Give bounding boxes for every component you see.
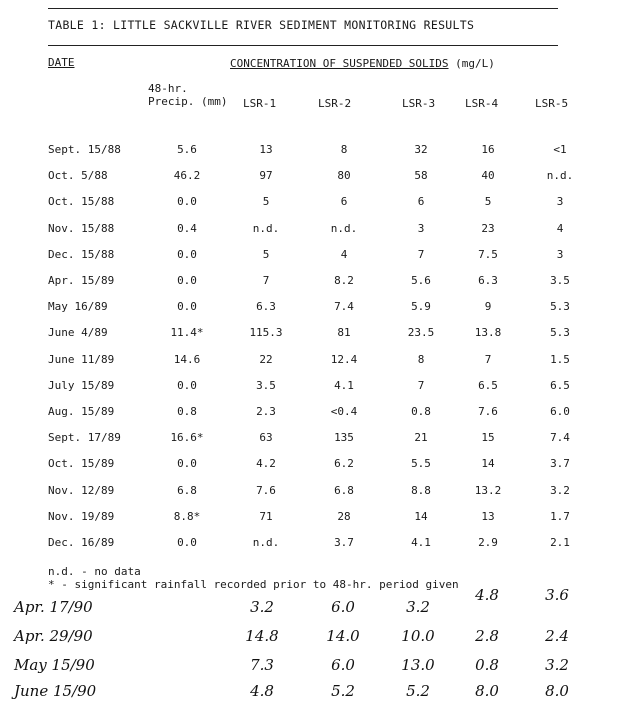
cell-lsr-3: 14	[414, 509, 428, 523]
cell-lsr-5: 5.3	[550, 326, 570, 340]
cell-lsr-4: 15	[481, 431, 495, 445]
row-precip: 11.4*	[170, 326, 204, 340]
date-column-header: DATE	[48, 56, 75, 69]
table-row	[0, 353, 638, 369]
cell-lsr-5: n.d.	[546, 169, 574, 183]
cell-lsr-4: 6.3	[478, 274, 498, 287]
cell-lsr-5: 3	[556, 247, 564, 261]
row-date: Oct. 15/89	[48, 457, 115, 471]
cell-lsr-4: 13.8	[474, 326, 502, 340]
row-precip: 0.0	[177, 536, 197, 549]
cell-lsr-4: 16	[481, 143, 495, 156]
cell-lsr-3: 7	[417, 247, 425, 261]
cell-lsr-2: 4	[340, 247, 348, 261]
row-date: Oct. 5/88	[48, 169, 108, 183]
cell-lsr-1: 115.3	[249, 326, 283, 340]
row-date: Apr. 15/89	[48, 274, 115, 287]
note-nd: n.d. - no data	[48, 565, 141, 578]
table-row	[0, 169, 638, 185]
cell-lsr-5: 3.2	[550, 483, 570, 497]
cell-lsr-4: 14	[481, 457, 495, 471]
cell-lsr-5: 5.3	[550, 300, 570, 314]
table-row	[0, 457, 638, 473]
cell-lsr-4: 13.2	[474, 483, 502, 497]
cell-lsr-2: 4.1	[334, 378, 354, 392]
cell-lsr-3: 6	[417, 195, 425, 209]
cell-lsr-2: 7.4	[334, 300, 354, 314]
title-rule	[48, 45, 558, 46]
row-date: Nov. 12/89	[48, 483, 115, 497]
table-row	[0, 484, 638, 500]
cell-lsr-3: 4.1	[411, 536, 431, 549]
row-precip: 16.6*	[170, 431, 204, 445]
cell-lsr-3: 21	[414, 431, 428, 445]
handwritten-cell-lsr-5: 2.4	[545, 627, 569, 645]
row-date: Sept. 15/88	[48, 143, 121, 156]
cell-lsr-5: 1.7	[550, 509, 570, 523]
cell-lsr-2: 81	[337, 326, 351, 340]
row-precip: 0.0	[177, 378, 197, 392]
cell-lsr-2: 8	[340, 143, 348, 156]
table-row	[0, 143, 638, 159]
row-date: Nov. 19/89	[48, 509, 115, 523]
top-rule	[48, 8, 558, 9]
cell-lsr-1: 4.2	[256, 457, 276, 471]
handwritten-cell-lsr-2: 5.2	[331, 682, 355, 700]
cell-lsr-2: 80	[337, 169, 351, 183]
cell-lsr-3: 0.8	[411, 405, 431, 418]
row-date: Dec. 15/88	[48, 247, 115, 261]
handwritten-cell-lsr-2: 14.0	[326, 627, 360, 645]
row-date: Sept. 17/89	[48, 431, 121, 445]
cell-lsr-4: 6.5	[478, 378, 498, 392]
table-row	[0, 379, 638, 395]
row-precip: 14.6	[173, 352, 201, 366]
cell-lsr-1: n.d.	[252, 536, 280, 549]
cell-lsr-4: 23	[481, 221, 495, 235]
cell-lsr-1: 7	[262, 274, 270, 287]
cell-lsr-2: 28	[337, 509, 351, 523]
row-precip: 0.8	[177, 405, 197, 418]
concentration-header	[230, 57, 495, 70]
row-date: July 15/89	[48, 378, 115, 392]
row-precip: 0.0	[177, 300, 197, 314]
cell-lsr-5: 3.7	[550, 457, 570, 471]
cell-lsr-4: 7.6	[478, 405, 498, 418]
table-row	[0, 431, 638, 447]
table-row	[0, 195, 638, 211]
row-precip: 6.8	[177, 483, 197, 497]
cell-lsr-3: 5.5	[411, 457, 431, 471]
handwritten-cell-lsr-2: 6.0	[331, 598, 355, 616]
cell-lsr-3: 58	[414, 169, 428, 183]
row-precip: 0.4	[177, 221, 197, 235]
row-precip: 0.0	[177, 195, 197, 209]
cell-lsr-2: 135	[334, 431, 354, 445]
handwritten-cell-lsr-3: 10.0	[401, 627, 435, 645]
handwritten-cell-lsr-5: 8.0	[545, 682, 569, 700]
cell-lsr-3: 8	[417, 352, 425, 366]
row-date: Nov. 15/88	[48, 221, 115, 235]
cell-lsr-2: 6.2	[334, 457, 354, 471]
handwritten-cell-lsr-1: 14.8	[245, 627, 279, 645]
table-title: TABLE 1: LITTLE SACKVILLE RIVER SEDIMENT MONITORING RESULTS	[48, 18, 475, 32]
handwritten-cell-lsr-3: 13.0	[401, 656, 435, 674]
row-precip: 46.2	[173, 169, 201, 183]
row-precip: 0.0	[177, 457, 197, 471]
row-date: June 4/89	[48, 326, 108, 340]
station-header-lsr1: LSR-1	[243, 97, 277, 110]
cell-lsr-4: 2.9	[478, 536, 498, 549]
handwritten-cell-lsr-4: 8.0	[475, 682, 499, 700]
cell-lsr-1: 63	[259, 431, 273, 445]
cell-lsr-1: 3.5	[256, 378, 276, 392]
row-precip: 8.8*	[173, 509, 201, 523]
cell-lsr-3: 23.5	[407, 326, 435, 340]
cell-lsr-1: 7.6	[256, 483, 276, 497]
handwritten-cell-lsr-4: 0.8	[475, 656, 499, 674]
cell-lsr-1: 13	[259, 143, 273, 156]
concentration-header-label: CONCENTRATION OF SUSPENDED SOLIDS	[230, 57, 449, 70]
units-label: (mg/L)	[455, 57, 495, 70]
cell-lsr-5: 1.5	[550, 352, 570, 366]
handwritten-cell-lsr-2: 6.0	[331, 656, 355, 674]
cell-lsr-3: 5.9	[411, 300, 431, 314]
table-row	[0, 274, 638, 290]
table-row	[0, 300, 638, 316]
cell-lsr-2: <0.4	[330, 405, 358, 418]
cell-lsr-2: 3.7	[334, 536, 354, 549]
cell-lsr-3: 7	[417, 378, 425, 392]
cell-lsr-4: 40	[481, 169, 495, 183]
handwritten-date: Apr. 17/90	[14, 598, 93, 616]
cell-lsr-2: 8.2	[334, 274, 354, 287]
handwritten-date: Apr. 29/90	[14, 627, 93, 645]
row-precip: 5.6	[177, 143, 197, 156]
cell-lsr-5: 6.0	[550, 405, 570, 418]
cell-lsr-5: 7.4	[550, 431, 570, 445]
station-header-lsr3: LSR-3	[402, 97, 436, 110]
table-row	[0, 536, 638, 552]
note-asterisk: * - significant rainfall recorded prior to 48-hr. period given	[48, 578, 459, 591]
cell-lsr-4: 5	[484, 195, 492, 209]
handwritten-cell-lsr-4: 4.8	[475, 586, 499, 604]
cell-lsr-3: 8.8	[411, 483, 431, 497]
cell-lsr-1: 5	[262, 195, 270, 209]
cell-lsr-4: 13	[481, 509, 495, 523]
station-header-lsr5: LSR-5	[535, 97, 569, 110]
cell-lsr-5: 4	[556, 221, 564, 235]
row-date: June 11/89	[48, 352, 115, 366]
row-date: May 16/89	[48, 300, 108, 314]
cell-lsr-4: 9	[484, 300, 492, 314]
cell-lsr-3: 5.6	[411, 274, 431, 287]
row-date: Dec. 16/89	[48, 536, 115, 549]
handwritten-cell-lsr-1: 3.2	[250, 598, 274, 616]
station-header-lsr4: LSR-4	[465, 97, 499, 110]
cell-lsr-2: 6	[340, 195, 348, 209]
precip-header-line2: Precip. (mm)	[148, 95, 228, 108]
handwritten-cell-lsr-5: 3.2	[545, 656, 569, 674]
cell-lsr-3: 32	[414, 143, 428, 156]
cell-lsr-5: 3.5	[550, 274, 570, 287]
cell-lsr-1: 97	[259, 169, 273, 183]
handwritten-cell-lsr-5: 3.6	[545, 586, 569, 604]
cell-lsr-3: 3	[417, 221, 425, 235]
cell-lsr-5: <1	[553, 143, 567, 156]
cell-lsr-1: 22	[259, 352, 273, 366]
cell-lsr-4: 7.5	[478, 247, 498, 261]
handwritten-cell-lsr-3: 3.2	[406, 598, 430, 616]
cell-lsr-1: n.d.	[252, 221, 280, 235]
cell-lsr-5: 3	[556, 195, 564, 209]
cell-lsr-1: 71	[259, 509, 273, 523]
table-row	[0, 222, 638, 238]
row-precip: 0.0	[177, 274, 197, 287]
cell-lsr-4: 7	[484, 352, 492, 366]
cell-lsr-1: 2.3	[256, 405, 276, 418]
table-row	[0, 405, 638, 421]
row-precip: 0.0	[177, 247, 197, 261]
handwritten-cell-lsr-1: 7.3	[250, 656, 274, 674]
handwritten-cell-lsr-3: 5.2	[406, 682, 430, 700]
handwritten-cell-lsr-4: 2.8	[475, 627, 499, 645]
cell-lsr-1: 6.3	[256, 300, 276, 314]
cell-lsr-5: 6.5	[550, 378, 570, 392]
cell-lsr-1: 5	[262, 247, 270, 261]
table-row	[0, 510, 638, 526]
handwritten-date: June 15/90	[14, 682, 97, 700]
handwritten-cell-lsr-1: 4.8	[250, 682, 274, 700]
station-header-lsr2: LSR-2	[318, 97, 352, 110]
handwritten-date: May 15/90	[14, 656, 95, 674]
table-row	[0, 248, 638, 264]
row-date: Aug. 15/89	[48, 405, 115, 418]
cell-lsr-2: 12.4	[330, 352, 358, 366]
cell-lsr-2: 6.8	[334, 483, 354, 497]
cell-lsr-5: 2.1	[550, 536, 570, 549]
row-date: Oct. 15/88	[48, 195, 115, 209]
precip-header-line1: 48-hr.	[148, 82, 188, 95]
table-row	[0, 326, 638, 342]
cell-lsr-2: n.d.	[330, 221, 358, 235]
